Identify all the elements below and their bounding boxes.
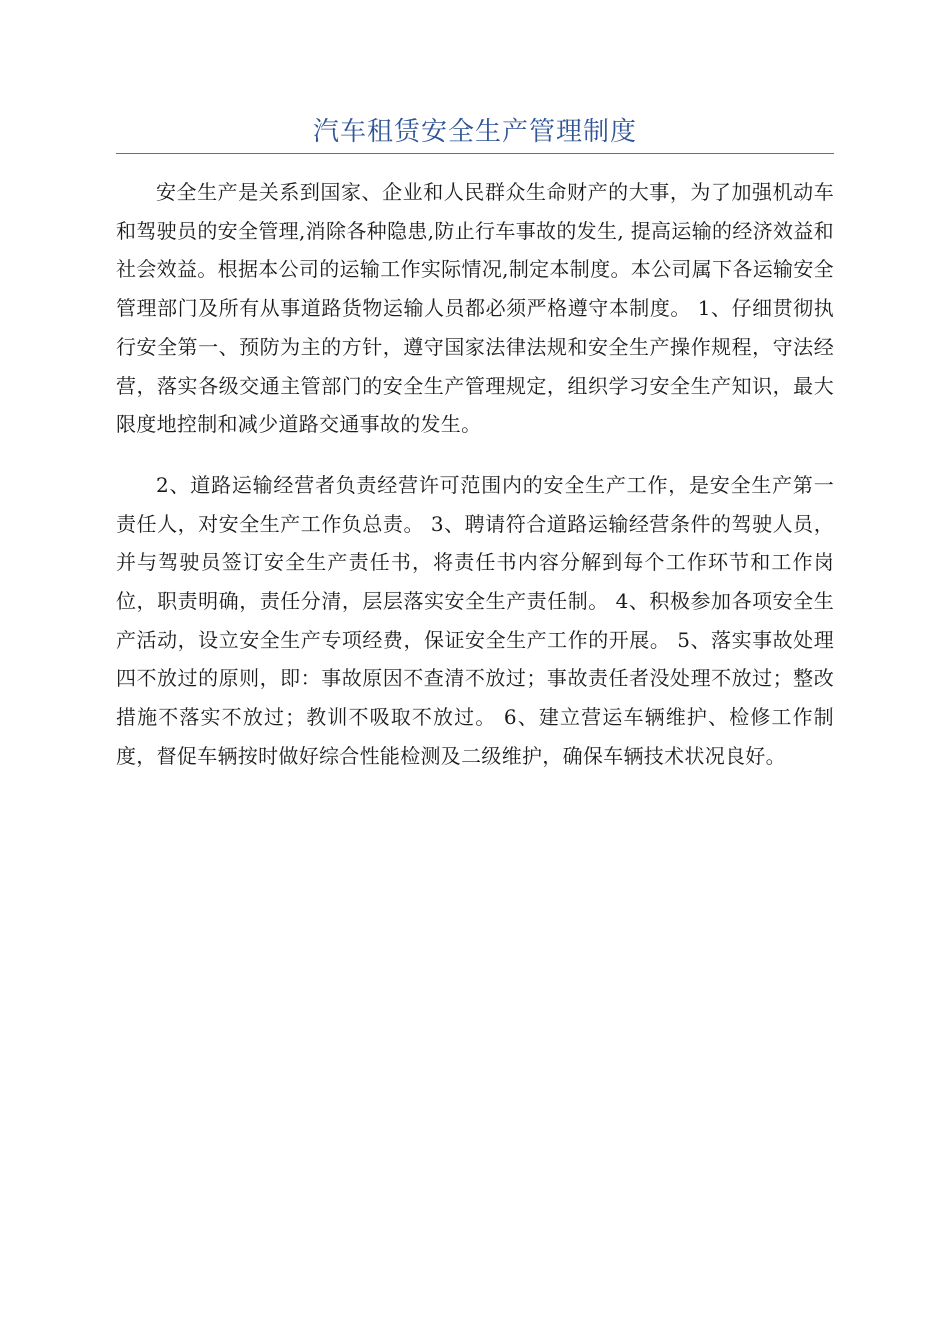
- document-body: [116, 173, 834, 798]
- document-title: 汽车租赁安全生产管理制度: [312, 117, 637, 147]
- paragraph-2: 2、道路运输经营者负责经营许可范围内的安全生产工作，是安全生产第一责任人，对安全生产工作负总责。 3、聘请符合道路运输经营条件的驾驶人员，并与驾驶员签订安全生产责任书，将责任书内容分解到每个工作环节和工作岗位，职责明确，责任分清，层层落实安全生产责任制。 4、积极参加各项安全生产活动，设立安全生产专项经费，保证安全生产工作的开展。 5、落实事故处理四不放过的原则，即：事故原因不查清不放过；事故责任者没处理不放过；整改措施不落实不放过；教训不吸取不放过。 6、建立营运车辆维护、检修工作制度，督促车辆按时做好综合性能检测及二级维护，确保车辆技术状况良好。: [116, 472, 834, 768]
- paragraph-1: 安全生产是关系到国家、企业和人民群众生命财产的大事，为了加强机动车和驾驶员的安全管理,消除各种隐患,防止行车事故的发生, 提高运输的经济效益和社会效益。根据本公司的运输工作实际情况,制定本制度。本公司属下各运输安全管理部门及所有从事道路货物运输人员都必须严格遵守本制度。 1、仔细贯彻执行安全第一、预防为主的方针，遵守国家法律法规和安全生产操作规程，守法经营，落实各级交通主管部门的安全生产管理规定，组织学习安全生产知识，最大限度地控制和减少道路交通事故的发生。: [116, 180, 834, 437]
- title-underline: [116, 153, 834, 154]
